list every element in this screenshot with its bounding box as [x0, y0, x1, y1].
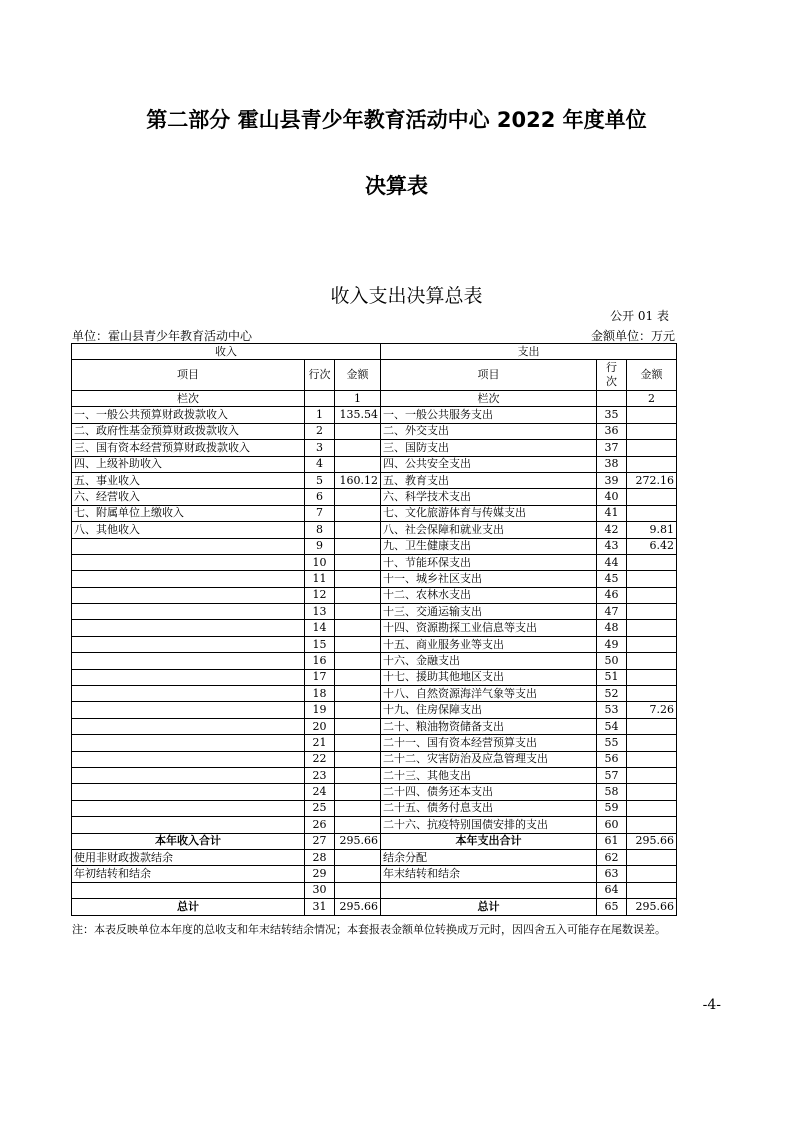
- expense-amount-cell: [627, 489, 677, 505]
- expense-item-cell: 年末结转和结余: [381, 866, 597, 882]
- income-rowno-cell: 15: [305, 636, 335, 652]
- page-number: -4-: [702, 997, 721, 1013]
- expense-rowno-cell: 62: [597, 849, 627, 865]
- table-row: [72, 522, 677, 538]
- expense-rowno-cell: 48: [597, 620, 627, 636]
- income-rowno-cell: 8: [305, 522, 335, 538]
- income-item-cell: 年初结转和结余: [72, 866, 305, 882]
- expense-rowno-cell: 41: [597, 505, 627, 521]
- expense-rowno-cell: 50: [597, 653, 627, 669]
- table-row: [72, 800, 677, 816]
- income-rowno-header: 行次: [305, 360, 335, 391]
- income-col-label: 栏次: [72, 391, 305, 407]
- expense-amount-cell: [627, 587, 677, 603]
- income-amount-cell: [335, 866, 381, 882]
- table-row: [72, 587, 677, 603]
- expense-amount-cell: 7.26: [627, 702, 677, 718]
- expense-item-cell: 结余分配: [381, 849, 597, 865]
- expense-item-cell: 十八、自然资源海洋气象等支出: [381, 686, 597, 702]
- expense-rowno-cell: 38: [597, 456, 627, 472]
- expense-item-cell: 二十三、其他支出: [381, 767, 597, 783]
- income-rowno-cell: 1: [305, 407, 335, 423]
- income-rowno-cell: 30: [305, 882, 335, 898]
- income-rowno-cell: 16: [305, 653, 335, 669]
- expense-rowno-cell: 36: [597, 423, 627, 439]
- expense-item-cell: 本年支出合计: [381, 833, 597, 849]
- expense-rowno-cell: 49: [597, 636, 627, 652]
- income-amount-cell: [335, 702, 381, 718]
- expense-amount-cell: [627, 440, 677, 456]
- income-item-cell: 五、事业收入: [72, 472, 305, 488]
- income-item-cell: [72, 784, 305, 800]
- footnote: 注：本表反映单位本年度的总收支和年末结转结余情况；本套报表金额单位转换成万元时，因四舍五入可能存在尾数误差。: [72, 923, 666, 936]
- income-rowno-cell: 10: [305, 554, 335, 570]
- table-row: [72, 554, 677, 570]
- income-rowno-cell: 4: [305, 456, 335, 472]
- income-item-cell: [72, 767, 305, 783]
- table-row: [72, 718, 677, 734]
- income-rowno-cell: 18: [305, 686, 335, 702]
- money-unit: 金额单位：万元: [590, 329, 675, 343]
- table-row: [72, 538, 677, 554]
- income-expense-table: [71, 343, 677, 916]
- income-amount-cell: [335, 587, 381, 603]
- income-rowno-cell: 12: [305, 587, 335, 603]
- expense-rowno-header-text: 行 次: [606, 361, 617, 388]
- income-rowno-cell: 11: [305, 571, 335, 587]
- income-rowno-cell: 14: [305, 620, 335, 636]
- subtotal-row: [72, 833, 677, 849]
- table-row: [72, 653, 677, 669]
- income-rowno-cell: 24: [305, 784, 335, 800]
- income-item-cell: [72, 800, 305, 816]
- table-row: [72, 604, 677, 620]
- income-amount-header: 金额: [335, 360, 381, 391]
- income-item-cell: [72, 587, 305, 603]
- table-row: [72, 456, 677, 472]
- expense-amount-cell: [627, 636, 677, 652]
- income-rowno-cell: 22: [305, 751, 335, 767]
- expense-item-cell: 十四、资源勘探工业信息等支出: [381, 620, 597, 636]
- income-amount-cell: [335, 669, 381, 685]
- income-rowno-cell: 23: [305, 767, 335, 783]
- expense-item-cell: 十三、交通运输支出: [381, 604, 597, 620]
- expense-amount-cell: [627, 784, 677, 800]
- expense-amount-cell: [627, 882, 677, 898]
- expense-rowno-cell: 37: [597, 440, 627, 456]
- income-amount-cell: [335, 800, 381, 816]
- income-amount-cell: [335, 767, 381, 783]
- expense-item-cell: 总计: [381, 899, 597, 915]
- income-rowno-cell: 26: [305, 817, 335, 833]
- income-item-cell: 总计: [72, 899, 305, 915]
- expense-amount-cell: [627, 718, 677, 734]
- expense-rowno-cell: 42: [597, 522, 627, 538]
- expense-amount-cell: [627, 751, 677, 767]
- income-amount-cell: [335, 620, 381, 636]
- income-item-cell: [72, 571, 305, 587]
- income-item-cell: 六、经营收入: [72, 489, 305, 505]
- table-row: [72, 489, 677, 505]
- income-item-cell: 一、一般公共预算财政拨款收入: [72, 407, 305, 423]
- expense-rowno-cell: 65: [597, 899, 627, 915]
- expense-item-cell: 十二、农林水支出: [381, 587, 597, 603]
- income-item-cell: 四、上级补助收入: [72, 456, 305, 472]
- expense-rowno-cell: 46: [597, 587, 627, 603]
- income-rowno-cell: 25: [305, 800, 335, 816]
- income-item-cell: [72, 620, 305, 636]
- expense-rowno-cell: 44: [597, 554, 627, 570]
- expense-rowno-cell: 40: [597, 489, 627, 505]
- income-item-cell: [72, 538, 305, 554]
- income-amount-cell: [335, 571, 381, 587]
- income-amount-cell: [335, 522, 381, 538]
- income-item-cell: 八、其他收入: [72, 522, 305, 538]
- expense-item-cell: 二十一、国有资本经营预算支出: [381, 735, 597, 751]
- table-row: [72, 686, 677, 702]
- income-item-cell: [72, 653, 305, 669]
- table-row: [72, 636, 677, 652]
- income-rowno-cell: 13: [305, 604, 335, 620]
- expense-item-cell: 二十、粮油物资储备支出: [381, 718, 597, 734]
- expense-item-cell: 十七、援助其他地区支出: [381, 669, 597, 685]
- expense-rowno-cell: 47: [597, 604, 627, 620]
- expense-amount-cell: [627, 767, 677, 783]
- expense-item-cell: 二、外交支出: [381, 423, 597, 439]
- table-row: [72, 784, 677, 800]
- expense-item-cell: [381, 882, 597, 898]
- expense-item-cell: 一、一般公共服务支出: [381, 407, 597, 423]
- income-item-cell: [72, 735, 305, 751]
- table-row: [72, 767, 677, 783]
- table-row: [72, 849, 677, 865]
- income-item-cell: 七、附属单位上缴收入: [72, 505, 305, 521]
- expense-amount-cell: [627, 620, 677, 636]
- income-item-cell: [72, 718, 305, 734]
- income-rowno-cell: 19: [305, 702, 335, 718]
- income-amount-cell: [335, 505, 381, 521]
- header-row-columns: [72, 360, 677, 391]
- income-item-cell: [72, 604, 305, 620]
- expense-rowno-cell: 56: [597, 751, 627, 767]
- expense-item-cell: 二十六、抗疫特别国债安排的支出: [381, 817, 597, 833]
- expense-item-cell: 十一、城乡社区支出: [381, 571, 597, 587]
- table-row: [72, 620, 677, 636]
- income-amount-cell: 135.54: [335, 407, 381, 423]
- reporting-unit: 单位：霍山县青少年教育活动中心: [72, 329, 253, 343]
- income-item-cell: [72, 686, 305, 702]
- expense-rowno-cell: 58: [597, 784, 627, 800]
- total-row: [72, 899, 677, 915]
- income-amount-cell: [335, 604, 381, 620]
- table-number: 公开 01 表: [610, 309, 669, 323]
- expense-amount-cell: [627, 571, 677, 587]
- expense-amount-cell: 295.66: [627, 899, 677, 915]
- expense-rowno-cell: 59: [597, 800, 627, 816]
- income-rowno-cell: 9: [305, 538, 335, 554]
- income-item-cell: 本年收入合计: [72, 833, 305, 849]
- expense-item-cell: 四、公共安全支出: [381, 456, 597, 472]
- expense-item-cell: 五、教育支出: [381, 472, 597, 488]
- expense-amount-cell: [627, 800, 677, 816]
- income-amount-cell: [335, 849, 381, 865]
- income-rowno-cell: 27: [305, 833, 335, 849]
- income-amount-cell: [335, 440, 381, 456]
- expense-amount-cell: [627, 817, 677, 833]
- income-amount-cell: [335, 423, 381, 439]
- expense-amount-cell: 6.42: [627, 538, 677, 554]
- table-row: [72, 407, 677, 423]
- page-title-line2: 决算表: [365, 174, 428, 198]
- expense-rowno-cell: 39: [597, 472, 627, 488]
- expense-amount-cell: 272.16: [627, 472, 677, 488]
- table-row: [72, 505, 677, 521]
- income-rowno-cell: 28: [305, 849, 335, 865]
- header-row-sections: [72, 344, 677, 360]
- expense-col-blank: [597, 391, 627, 407]
- table-row: [72, 440, 677, 456]
- income-item-cell: 三、国有资本经营预算财政拨款收入: [72, 440, 305, 456]
- income-item-cell: [72, 636, 305, 652]
- expense-amount-cell: [627, 849, 677, 865]
- expense-rowno-header: [597, 360, 627, 391]
- expense-rowno-cell: 61: [597, 833, 627, 849]
- expense-rowno-cell: 35: [597, 407, 627, 423]
- income-rowno-cell: 29: [305, 866, 335, 882]
- table-row: [72, 472, 677, 488]
- table-row: [72, 735, 677, 751]
- expense-rowno-cell: 54: [597, 718, 627, 734]
- income-amount-cell: [335, 636, 381, 652]
- column-index-row: [72, 391, 677, 407]
- expense-item-cell: 二十四、债务还本支出: [381, 784, 597, 800]
- expense-item-cell: 九、卫生健康支出: [381, 538, 597, 554]
- expense-item-cell: 七、文化旅游体育与传媒支出: [381, 505, 597, 521]
- income-amount-cell: [335, 735, 381, 751]
- expense-item-cell: 十九、住房保障支出: [381, 702, 597, 718]
- income-rowno-cell: 17: [305, 669, 335, 685]
- expense-amount-cell: [627, 407, 677, 423]
- income-amount-cell: [335, 686, 381, 702]
- income-rowno-cell: 21: [305, 735, 335, 751]
- expense-item-cell: 十、节能环保支出: [381, 554, 597, 570]
- expense-col-index: 2: [627, 391, 677, 407]
- income-rowno-cell: 20: [305, 718, 335, 734]
- expense-rowno-cell: 55: [597, 735, 627, 751]
- income-header: 收入: [72, 344, 381, 360]
- income-amount-cell: [335, 751, 381, 767]
- income-rowno-cell: 5: [305, 472, 335, 488]
- expense-item-cell: 二十二、灾害防治及应急管理支出: [381, 751, 597, 767]
- income-amount-cell: 295.66: [335, 899, 381, 915]
- expense-rowno-cell: 51: [597, 669, 627, 685]
- income-rowno-cell: 31: [305, 899, 335, 915]
- income-amount-cell: [335, 538, 381, 554]
- table-row: [72, 423, 677, 439]
- income-item-cell: [72, 882, 305, 898]
- expense-amount-cell: [627, 653, 677, 669]
- income-item-cell: 使用非财政拨款结余: [72, 849, 305, 865]
- income-item-cell: 二、政府性基金预算财政拨款收入: [72, 423, 305, 439]
- expense-amount-cell: [627, 669, 677, 685]
- income-amount-cell: [335, 718, 381, 734]
- expense-item-cell: 十五、商业服务业等支出: [381, 636, 597, 652]
- expense-amount-cell: 295.66: [627, 833, 677, 849]
- expense-item-cell: 二十五、债务付息支出: [381, 800, 597, 816]
- expense-amount-cell: [627, 604, 677, 620]
- income-amount-cell: [335, 653, 381, 669]
- expense-rowno-cell: 57: [597, 767, 627, 783]
- income-amount-cell: [335, 456, 381, 472]
- page-title-line1: 第二部分 霍山县青少年教育活动中心 2022 年度单位: [146, 108, 647, 132]
- expense-header: 支出: [381, 344, 677, 360]
- expense-amount-cell: [627, 423, 677, 439]
- income-item-cell: [72, 669, 305, 685]
- expense-item-header: 项目: [381, 360, 597, 391]
- income-amount-cell: 295.66: [335, 833, 381, 849]
- income-amount-cell: [335, 784, 381, 800]
- table-row: [72, 669, 677, 685]
- expense-amount-cell: [627, 686, 677, 702]
- expense-rowno-cell: 60: [597, 817, 627, 833]
- income-amount-cell: [335, 489, 381, 505]
- income-rowno-cell: 3: [305, 440, 335, 456]
- income-rowno-cell: 6: [305, 489, 335, 505]
- expense-amount-cell: [627, 554, 677, 570]
- expense-amount-cell: [627, 456, 677, 472]
- income-item-cell: [72, 751, 305, 767]
- table-title: 收入支出决算总表: [330, 285, 483, 307]
- table-row: [72, 866, 677, 882]
- income-amount-cell: 160.12: [335, 472, 381, 488]
- expense-rowno-cell: 45: [597, 571, 627, 587]
- expense-amount-cell: 9.81: [627, 522, 677, 538]
- expense-item-cell: 三、国防支出: [381, 440, 597, 456]
- table-row: [72, 571, 677, 587]
- income-item-cell: [72, 554, 305, 570]
- income-amount-cell: [335, 882, 381, 898]
- expense-rowno-cell: 63: [597, 866, 627, 882]
- income-col-blank: [305, 391, 335, 407]
- income-item-cell: [72, 702, 305, 718]
- expense-col-label: 栏次: [381, 391, 597, 407]
- expense-amount-cell: [627, 735, 677, 751]
- income-amount-cell: [335, 554, 381, 570]
- income-amount-cell: [335, 817, 381, 833]
- expense-rowno-cell: 43: [597, 538, 627, 554]
- income-item-header: 项目: [72, 360, 305, 391]
- expense-amount-cell: [627, 866, 677, 882]
- expense-rowno-cell: 64: [597, 882, 627, 898]
- expense-item-cell: 十六、金融支出: [381, 653, 597, 669]
- income-col-index: 1: [335, 391, 381, 407]
- expense-item-cell: 八、社会保障和就业支出: [381, 522, 597, 538]
- table-row: [72, 817, 677, 833]
- expense-item-cell: 六、科学技术支出: [381, 489, 597, 505]
- expense-amount-cell: [627, 505, 677, 521]
- income-item-cell: [72, 817, 305, 833]
- expense-rowno-cell: 53: [597, 702, 627, 718]
- expense-amount-header: 金额: [627, 360, 677, 391]
- table-row: [72, 751, 677, 767]
- expense-rowno-cell: 52: [597, 686, 627, 702]
- income-rowno-cell: 2: [305, 423, 335, 439]
- table-row: [72, 702, 677, 718]
- table-row: [72, 882, 677, 898]
- income-rowno-cell: 7: [305, 505, 335, 521]
